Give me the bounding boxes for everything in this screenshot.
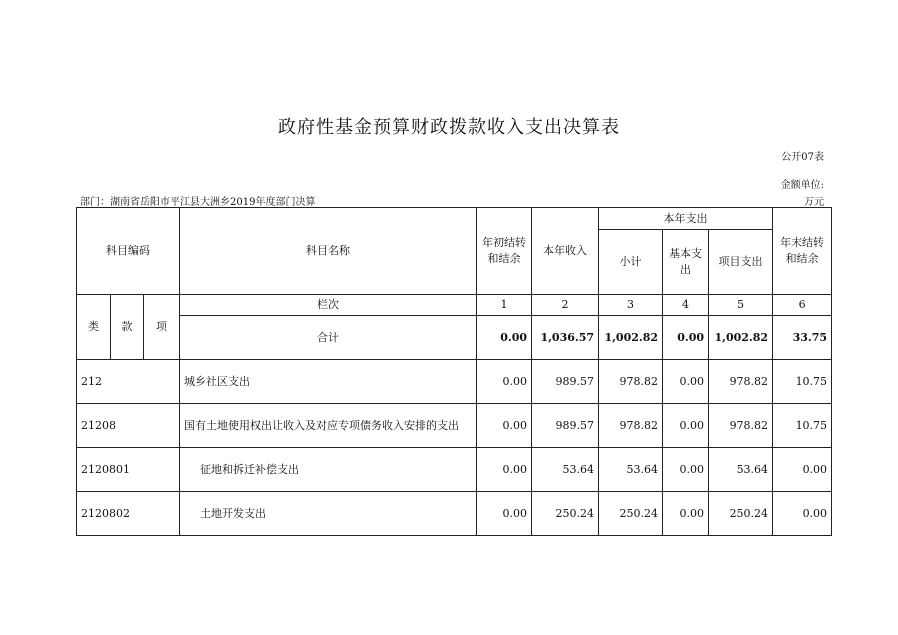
row-value: 0.00 xyxy=(663,448,709,492)
header-basic: 基本支出 xyxy=(663,230,709,295)
row-value: 10.75 xyxy=(773,404,832,448)
unit-value: 万元 xyxy=(804,197,824,208)
row-name: 国有土地使用权出让收入及对应专项债务收入安排的支出 xyxy=(180,404,477,448)
header-begin-balance: 年初结转和结余 xyxy=(477,208,532,295)
total-value: 33.75 xyxy=(773,316,832,360)
total-row xyxy=(77,316,832,360)
column-number: 2 xyxy=(532,295,599,316)
header-row-1 xyxy=(77,208,832,230)
row-value: 0.00 xyxy=(773,492,832,536)
table-row xyxy=(77,360,832,404)
header-subtotal: 小计 xyxy=(599,230,663,295)
total-value: 0.00 xyxy=(477,316,532,360)
row-value: 0.00 xyxy=(663,360,709,404)
unit-label: 金额单位: xyxy=(780,180,824,191)
header-income: 本年收入 xyxy=(532,208,599,295)
row-value: 0.00 xyxy=(477,360,532,404)
column-number: 6 xyxy=(773,295,832,316)
table-row xyxy=(77,448,832,492)
table-row xyxy=(77,492,832,536)
column-number: 3 xyxy=(599,295,663,316)
row-value: 978.82 xyxy=(709,404,773,448)
row-value: 0.00 xyxy=(663,492,709,536)
column-number: 4 xyxy=(663,295,709,316)
header-expense: 本年支出 xyxy=(599,208,773,230)
row-code: 21208 xyxy=(77,404,180,448)
row-code: 2120802 xyxy=(77,492,180,536)
header-end-balance: 年末结转和结余 xyxy=(773,208,832,295)
row-value: 0.00 xyxy=(477,492,532,536)
row-value: 250.24 xyxy=(709,492,773,536)
total-value: 0.00 xyxy=(663,316,709,360)
row-value: 53.64 xyxy=(709,448,773,492)
column-number-row xyxy=(77,295,832,316)
row-value: 978.82 xyxy=(709,360,773,404)
total-value: 1,002.82 xyxy=(599,316,663,360)
row-value: 989.57 xyxy=(532,404,599,448)
row-code: 2120801 xyxy=(77,448,180,492)
column-number: 5 xyxy=(709,295,773,316)
header-kuan: 款 xyxy=(111,295,144,360)
header-lei: 类 xyxy=(77,295,111,360)
page-title: 政府性基金预算财政拨款收入支出决算表 xyxy=(278,117,620,138)
row-value: 53.64 xyxy=(532,448,599,492)
header-project: 项目支出 xyxy=(709,230,773,295)
row-name: 征地和拆迁补偿支出 xyxy=(180,448,477,492)
total-label: 合计 xyxy=(180,316,477,360)
column-number: 1 xyxy=(477,295,532,316)
department-label: 部门：湖南省岳阳市平江县大洲乡2019年度部门决算 xyxy=(80,197,316,208)
total-value: 1,002.82 xyxy=(709,316,773,360)
row-value: 250.24 xyxy=(532,492,599,536)
row-value: 53.64 xyxy=(599,448,663,492)
row-value: 978.82 xyxy=(599,404,663,448)
row-value: 0.00 xyxy=(477,404,532,448)
row-name: 土地开发支出 xyxy=(180,492,477,536)
header-name: 科目名称 xyxy=(180,208,477,295)
row-code: 212 xyxy=(77,360,180,404)
row-name: 城乡社区支出 xyxy=(180,360,477,404)
row-value: 10.75 xyxy=(773,360,832,404)
row-value: 989.57 xyxy=(532,360,599,404)
row-value: 978.82 xyxy=(599,360,663,404)
row-value: 0.00 xyxy=(477,448,532,492)
header-xiang: 项 xyxy=(144,295,180,360)
total-value: 1,036.57 xyxy=(532,316,599,360)
row-value: 0.00 xyxy=(663,404,709,448)
budget-table xyxy=(76,207,832,536)
row-value: 250.24 xyxy=(599,492,663,536)
form-number: 公开07表 xyxy=(781,152,824,163)
column-label: 栏次 xyxy=(180,295,477,316)
table-row xyxy=(77,404,832,448)
row-value: 0.00 xyxy=(773,448,832,492)
header-code: 科目编码 xyxy=(77,208,180,295)
